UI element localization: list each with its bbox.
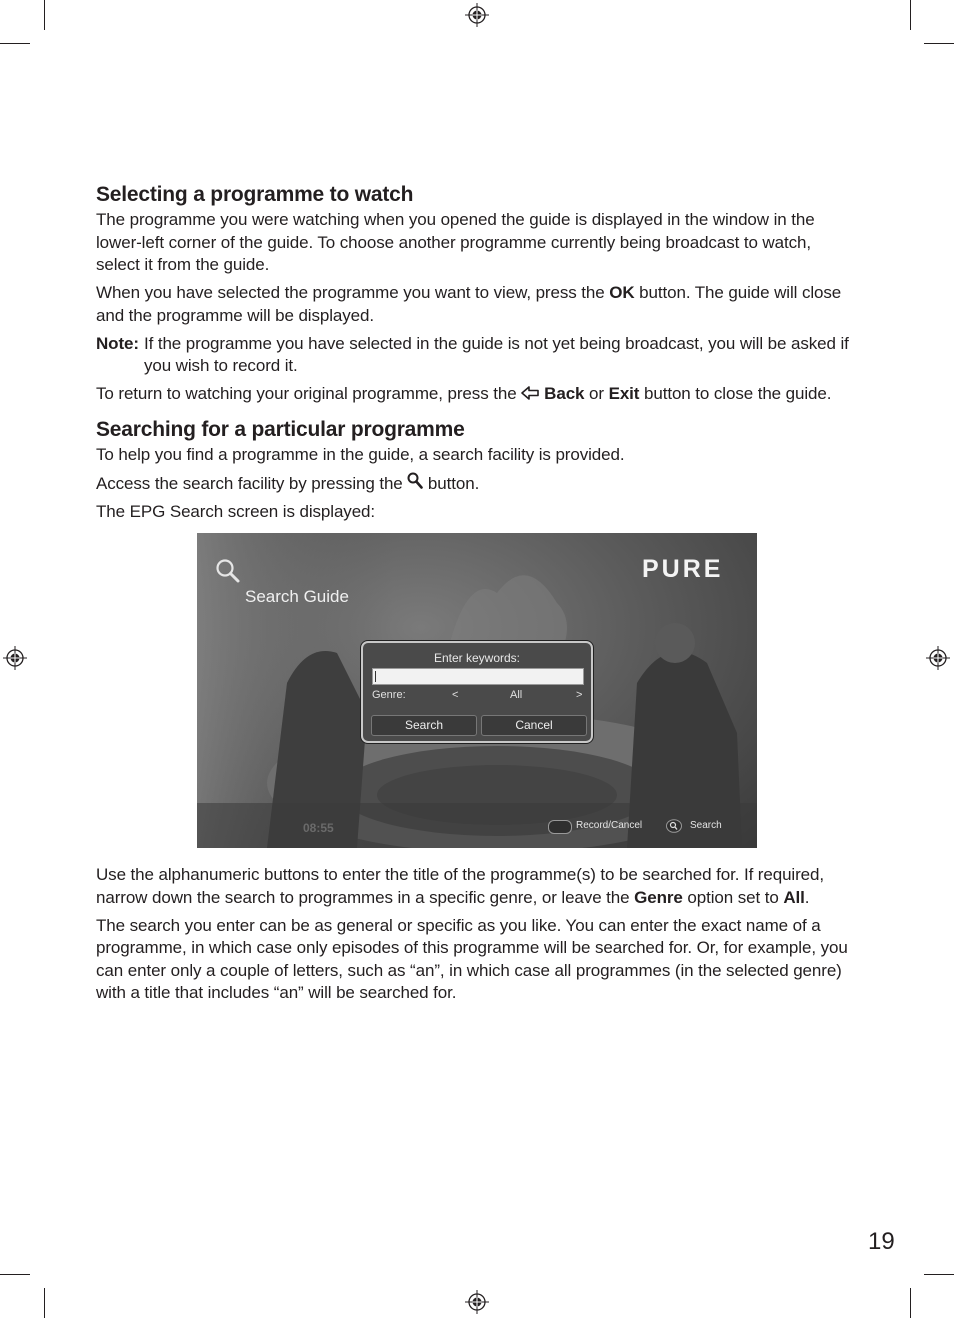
cancel-button[interactable]: Cancel <box>481 715 587 736</box>
clock: 08:55 <box>303 821 334 835</box>
search-icon <box>407 472 423 489</box>
registration-mark <box>3 646 27 670</box>
crop-mark <box>910 0 911 30</box>
genre-prev-arrow[interactable]: < <box>452 689 459 701</box>
paragraph <box>96 472 858 496</box>
note-label: Note: <box>96 333 139 353</box>
page-number: 19 <box>868 1228 895 1255</box>
hint-search: Search <box>690 820 722 831</box>
keywords-label: Enter keywords: <box>433 651 521 665</box>
search-button[interactable]: Search <box>371 715 477 736</box>
record-button-icon <box>548 820 572 834</box>
genre-next-arrow[interactable]: > <box>576 689 583 701</box>
pure-logo: PURE <box>642 555 724 583</box>
crop-mark <box>44 0 45 30</box>
text: button. The guide will close and the programme will be displayed. <box>96 283 842 325</box>
paragraph: To help you find a programme in the guide, a search facility is provided. <box>96 444 625 464</box>
text: option set to <box>682 887 784 907</box>
hint-record-cancel: Record/Cancel <box>576 820 643 831</box>
all-option-label: All <box>783 887 805 907</box>
paragraph: The search you enter can be as general or specific as you like. You can enter the exact name of a programme, in which case only episodes of this programme will be searched for. Or, for example, you can enter only a couple of letters, such as “an”, in which case all programmes (in the selected genre) with a title that includes “an” will be searched for. <box>96 915 848 1002</box>
exit-key-label: Exit <box>608 384 640 403</box>
crop-mark <box>924 43 954 44</box>
keywords-input[interactable] <box>372 668 584 685</box>
crop-mark <box>910 1288 911 1318</box>
text: . <box>804 887 810 907</box>
crop-mark <box>0 43 30 44</box>
text-cursor <box>375 671 376 682</box>
back-arrow-icon <box>521 386 540 400</box>
page-content <box>96 181 858 1010</box>
note-text: If the programme you have selected in the guide is not yet being broadcast, you will be asked if you wish to record it. <box>143 333 849 375</box>
text: button to close the guide. <box>639 384 832 403</box>
text: Access the search facility by pressing the <box>96 473 408 493</box>
genre-label: Genre: <box>372 689 406 701</box>
screen-title: Search Guide <box>245 587 349 606</box>
section-heading-searching: Searching for a particular programme <box>96 417 465 441</box>
note <box>96 333 858 378</box>
paragraph <box>96 864 858 909</box>
crop-mark <box>0 1274 30 1275</box>
search-hint-icon <box>666 819 682 833</box>
crop-mark <box>44 1288 45 1318</box>
search-icon <box>215 558 241 584</box>
genre-value: All <box>510 689 523 701</box>
genre-option-label: Genre <box>634 887 683 907</box>
crop-mark <box>924 1274 954 1275</box>
paragraph: The programme you were watching when you opened the guide is displayed in the window in the lower-left corner of the guide. To choose another programme currently being broadcast to watch, select it from the guide. <box>96 210 815 274</box>
ok-key-label: OK <box>609 283 635 302</box>
epg-search-screenshot <box>197 533 757 848</box>
text: or <box>584 384 609 403</box>
paragraph <box>96 383 858 406</box>
text: Use the alphanumeric buttons to enter the title of the programme(s) to be searched for. If required, narrow down the search to programmes in a specific genre, or leave the <box>96 865 825 907</box>
paragraph <box>96 282 858 327</box>
section-heading-selecting: Selecting a programme to watch <box>96 183 414 206</box>
paragraph: The EPG Search screen is displayed: <box>96 501 376 521</box>
search-dialog <box>361 641 593 743</box>
text: button. <box>423 473 480 493</box>
genre-row[interactable] <box>372 689 582 701</box>
text: To return to watching your original programme, press the <box>96 384 522 403</box>
registration-mark <box>465 3 489 27</box>
text: When you have selected the programme you want to view, press the <box>96 283 610 302</box>
back-key-label: Back <box>544 384 585 403</box>
registration-mark <box>926 646 950 670</box>
registration-mark <box>465 1290 489 1314</box>
